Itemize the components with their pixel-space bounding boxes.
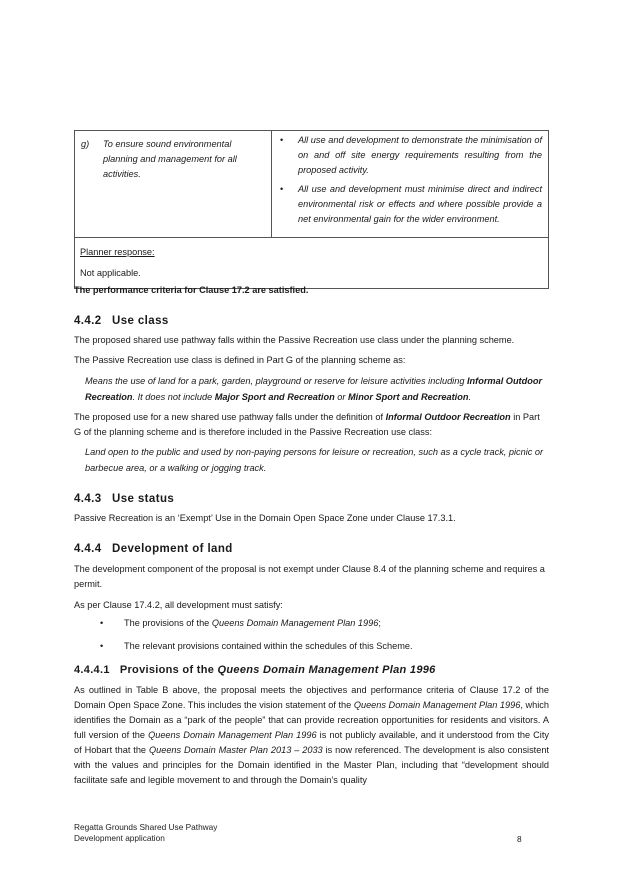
list-item bbox=[100, 639, 413, 654]
paragraph: Passive Recreation is an ‘Exempt’ Use in the Domain Open Space Zone under Clause 17.3.1. bbox=[74, 513, 456, 523]
section-heading-4-4-3 bbox=[74, 493, 174, 505]
section-heading-4-4-2 bbox=[74, 315, 169, 327]
criteria-table bbox=[74, 130, 549, 289]
bullet-icon: • bbox=[100, 641, 104, 651]
footer bbox=[74, 822, 217, 844]
definition-quote: Means the use of land for a park, garden, playground or reserve for leisure activities including Informal Outdoor Recreation. It does not include Major Sport and Recreation or Minor Sport and Recreation. bbox=[85, 376, 543, 402]
bullet-icon: • bbox=[100, 618, 104, 628]
paragraph: The development component of the proposal is not exempt under Clause 8.4 of the planning scheme and requires a permit. bbox=[74, 564, 545, 589]
objective-cell bbox=[75, 131, 272, 237]
table-row bbox=[75, 131, 548, 238]
footer-title: Regatta Grounds Shared Use Pathway bbox=[74, 822, 218, 832]
definition-quote: Land open to the public and used by non-paying persons for leisure or recreation, such as a cycle track, picnic or barbecue area, or a walking or jogging track. bbox=[85, 447, 544, 473]
paragraph: The Passive Recreation use class is defined in Part G of the planning scheme as: bbox=[74, 355, 406, 365]
planner-response-label: Planner response: bbox=[80, 247, 155, 257]
section-title: Use class bbox=[112, 315, 169, 327]
list-item-text: The relevant provisions contained within the schedules of this Scheme. bbox=[124, 641, 413, 651]
list-item-text: The provisions of the Queens Domain Management Plan 1996; bbox=[124, 618, 381, 628]
bullet-icon: • bbox=[280, 184, 284, 194]
section-number: 4.4.4 bbox=[74, 543, 102, 555]
section-number: 4.4.3 bbox=[74, 493, 102, 505]
criteria-list bbox=[276, 133, 542, 227]
bullet-icon: • bbox=[280, 135, 284, 145]
section-number: 4.4.2 bbox=[74, 315, 102, 327]
section-heading-4-4-4-1: 4.4.4.1 Provisions of the Queens Domain Management Plan 1996 bbox=[74, 664, 436, 676]
objective-text: To ensure sound environmental planning and management for all activities. bbox=[103, 139, 237, 179]
criteria-text: All use and development to demonstrate the minimisation of on and off site energy requirements resulting from the proposed activity. bbox=[298, 135, 542, 175]
conclusion-text: The performance criteria for Clause 17.2 are satisfied. bbox=[74, 285, 309, 295]
planner-response-text: Not applicable. bbox=[80, 268, 141, 278]
section-title: Development of land bbox=[112, 543, 233, 555]
section-title: Use status bbox=[112, 493, 175, 505]
objective-letter: g) bbox=[81, 139, 90, 149]
planner-response-row bbox=[75, 238, 548, 288]
section-heading-4-4-4 bbox=[74, 543, 233, 555]
page-number: 8 bbox=[517, 834, 522, 844]
list-item bbox=[276, 133, 542, 178]
paragraph: As per Clause 17.4.2, all development must satisfy: bbox=[74, 600, 283, 610]
paragraph: The proposed shared use pathway falls within the Passive Recreation use class under the planning scheme. bbox=[74, 335, 515, 345]
section-number: 4.4.4.1 bbox=[74, 664, 110, 676]
footer-subtitle: Development application bbox=[74, 833, 165, 843]
criteria-cell bbox=[272, 131, 548, 237]
list-item bbox=[100, 616, 381, 631]
criteria-text: All use and development must minimise direct and indirect environmental risk or effects and where possible provide a net environmental gain for the wider environment. bbox=[298, 184, 542, 224]
paragraph: The proposed use for a new shared use pathway falls under the definition of Informal Outdoor Recreation in Part G of the planning scheme and is therefore included in the Passive Recreation use class: bbox=[74, 412, 540, 437]
list-item bbox=[276, 182, 542, 227]
paragraph: As outlined in Table B above, the proposal meets the objectives and performance criteria of Clause 17.2 of the Domain Open Space Zone. This includes the vision statement of the Queens Domain Management Plan 1996, which identifies the Domain as a “park of the people” that can provide recreation opportunities for residents and visitors. A full version of the Queens Domain Management Plan 1996 is not publicly available, and it understood from the City of Hobart that the Queens Domain Master Plan 2013 – 2033 is now referenced. The development is also consistent with the values and principles for the Domain identified in the Master Plan, including that “development should facilitate safe and legible movement to and through the Domain’s quality bbox=[74, 685, 549, 785]
